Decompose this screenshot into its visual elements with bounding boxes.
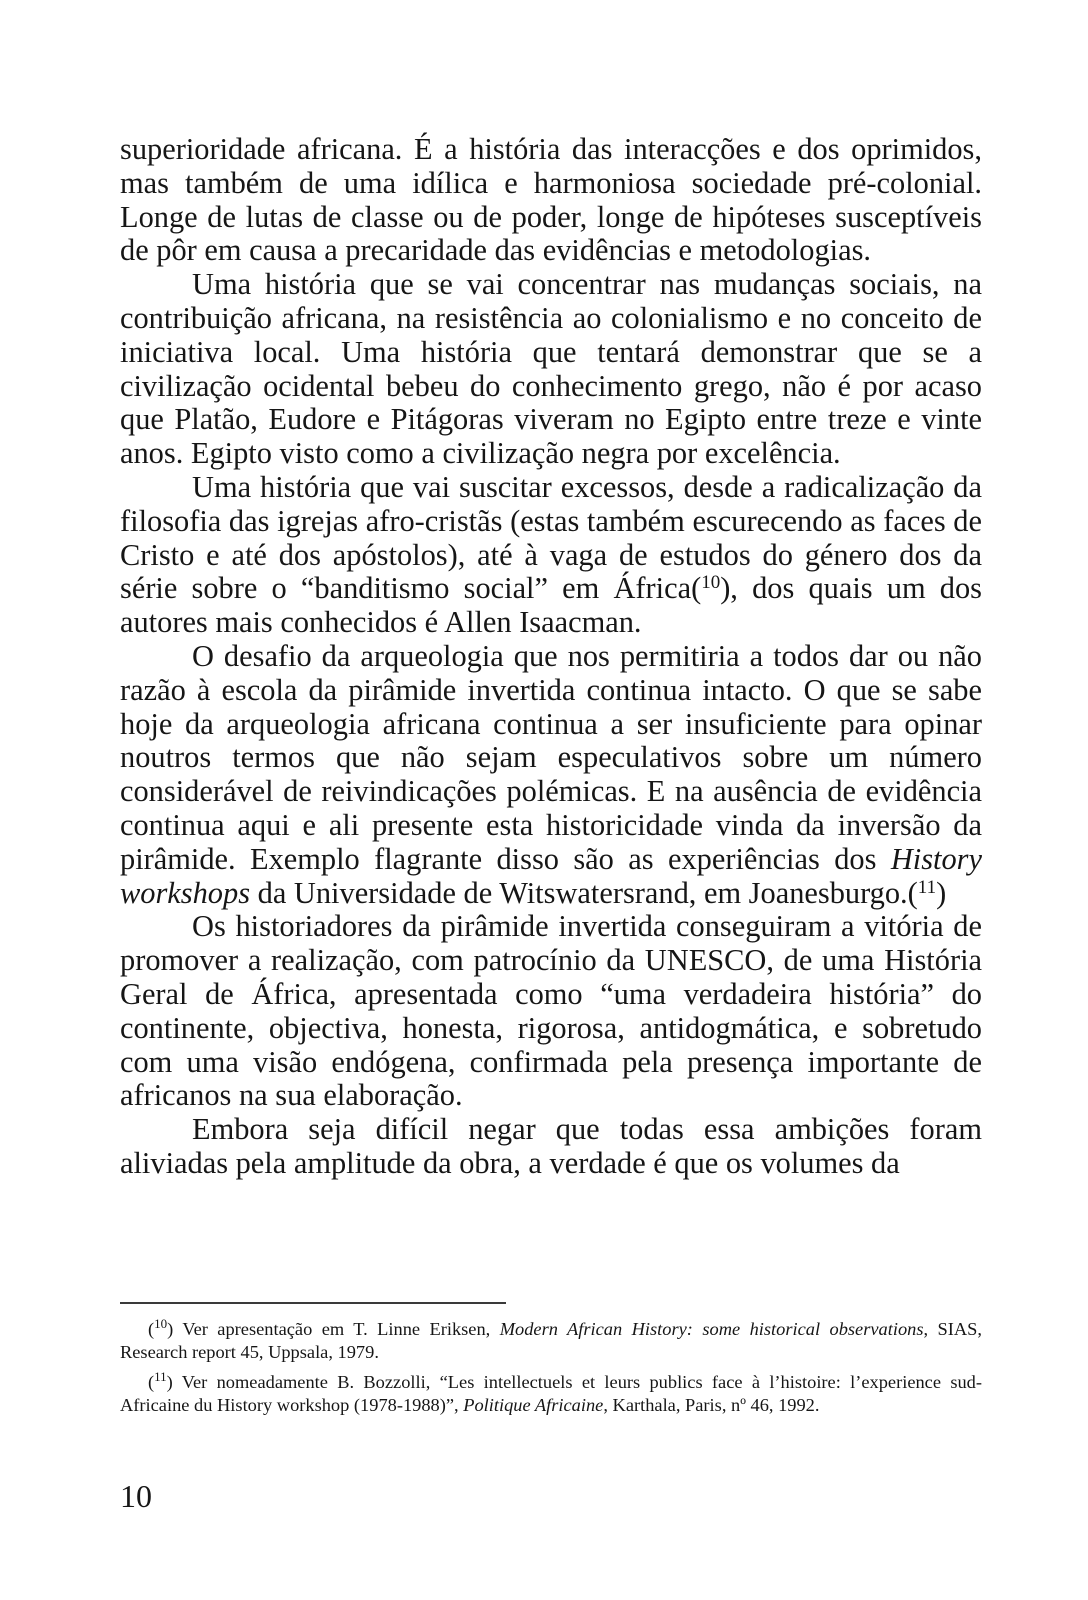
paragraph-4	[120, 640, 982, 910]
paragraph-4-text-c: )	[936, 875, 947, 910]
footnote-10: ($^{10}$) Ver apresentação em T. Linne Eriksen, Modern African History: some historical observations, SIAS, Research report 45, Uppsala, 1979.	[120, 1316, 983, 1362]
footnote-11-italic: Politique Africaine	[463, 1394, 604, 1415]
footnote-11-text-b: , Karthala, Paris, nº 46, 1992.	[603, 1394, 820, 1415]
paragraph-5: Os historiadores da pirâmide invertida conseguiram a vitória de promover a realização, com patrocínio da UNESCO, de uma História Geral de África, apresentada como “uma verdadeira história” do continente, objectiva, honesta, rigorosa, antidogmática, e sobretudo com uma visão endógena, confirmada pela presença importante de africanos na sua elaboração.	[120, 909, 982, 1113]
footnote-11-text-a: ) Ver nomeadamente B. Bozzolli, “Les intellectuels et leurs publics face à l’histoire: l’experience sud-Africaine du History workshop (1978-1988)”,	[120, 1372, 982, 1415]
footnotes	[120, 1318, 982, 1424]
main-text	[120, 133, 982, 1181]
paragraph-3-text-b: ), dos quais um dos autores mais conhecidos é Allen Isaacman.	[120, 571, 982, 640]
footnote-10-text-a: ) Ver apresentação em T. Linne Eriksen,	[167, 1319, 500, 1339]
footnote-11-number: 11	[154, 1369, 167, 1384]
footnote-10-text-b: , SIAS, Research report 45, Uppsala, 1979.	[120, 1319, 983, 1362]
paragraph-1: superioridade africana. É a história das interacções e dos oprimidos, mas também de uma idílica e harmoniosa sociedade pré-colonial. Longe de lutas de classe ou de poder, longe de hipóteses susceptíveis de pôr em causa a precaridade das evidências e metodologias.	[120, 132, 982, 268]
paragraph-4-text-a: O desafio da arqueologia que nos permitiria a todos dar ou não razão à escola da pirâmide invertida continua intacto. O que se sabe hoje da arqueologia africana continua a ser insuficiente para opinar noutros termos que não sejam especulativos sobre um número considerável de reivindicações polémicas. E na ausência de evidência continua aqui e ali presente esta historicidade vinda da inversão da pirâmide. Exemplo flagrante disso são as experiências dos	[120, 638, 982, 876]
footnote-ref-11[interactable]: 11	[917, 876, 937, 898]
paragraph-2: Uma história que se vai concentrar nas mudanças sociais, na contribuição africana, na resistência ao colonialismo e no conceito de iniciativa local. Uma história que tentará demonstrar que se a civilização ocidental bebeu do conhecimento grego, não é por acaso que Platão, Eudore e Pitágoras viveram no Egipto entre treze e vinte anos. Egipto visto como a civilização negra por excelência.	[120, 267, 982, 471]
footnote-divider	[120, 1302, 506, 1304]
paragraph-6: Embora seja difícil negar que todas essa ambições foram aliviadas pela amplitude da obra, a verdade é que os volumes da	[120, 1112, 982, 1180]
paragraph-4-italic: History workshops	[120, 841, 982, 910]
footnote-10-italic: Modern African History: some historical observations	[499, 1319, 924, 1339]
footnote-ref-10[interactable]: 10	[701, 572, 721, 594]
paragraph-3	[120, 471, 982, 640]
page-number: 10	[120, 1478, 152, 1514]
paragraph-4-text-b: da Universidade de Witswatersrand, em Joanesburgo.(	[250, 875, 918, 910]
footnote-11: ($^{11}$) Ver nomeadamente B. Bozzolli, “Les intellectuels et leurs publics face à l’histoire: l’experience sud-Africaine du History workshop (1978-1988)”, Politique Africaine, Karthala, Paris, nº 46, 1992.	[120, 1369, 982, 1415]
paragraph-3-text-a: Uma história que vai suscitar excessos, desde a radicalização da filosofia das igrejas afro-cristãs (estas também escurecendo as faces de Cristo e até dos apóstolos), até à vaga de estudos do género dos da série sobre o “banditismo social” em África(	[120, 469, 982, 606]
footnote-10-number: 10	[154, 1316, 168, 1331]
